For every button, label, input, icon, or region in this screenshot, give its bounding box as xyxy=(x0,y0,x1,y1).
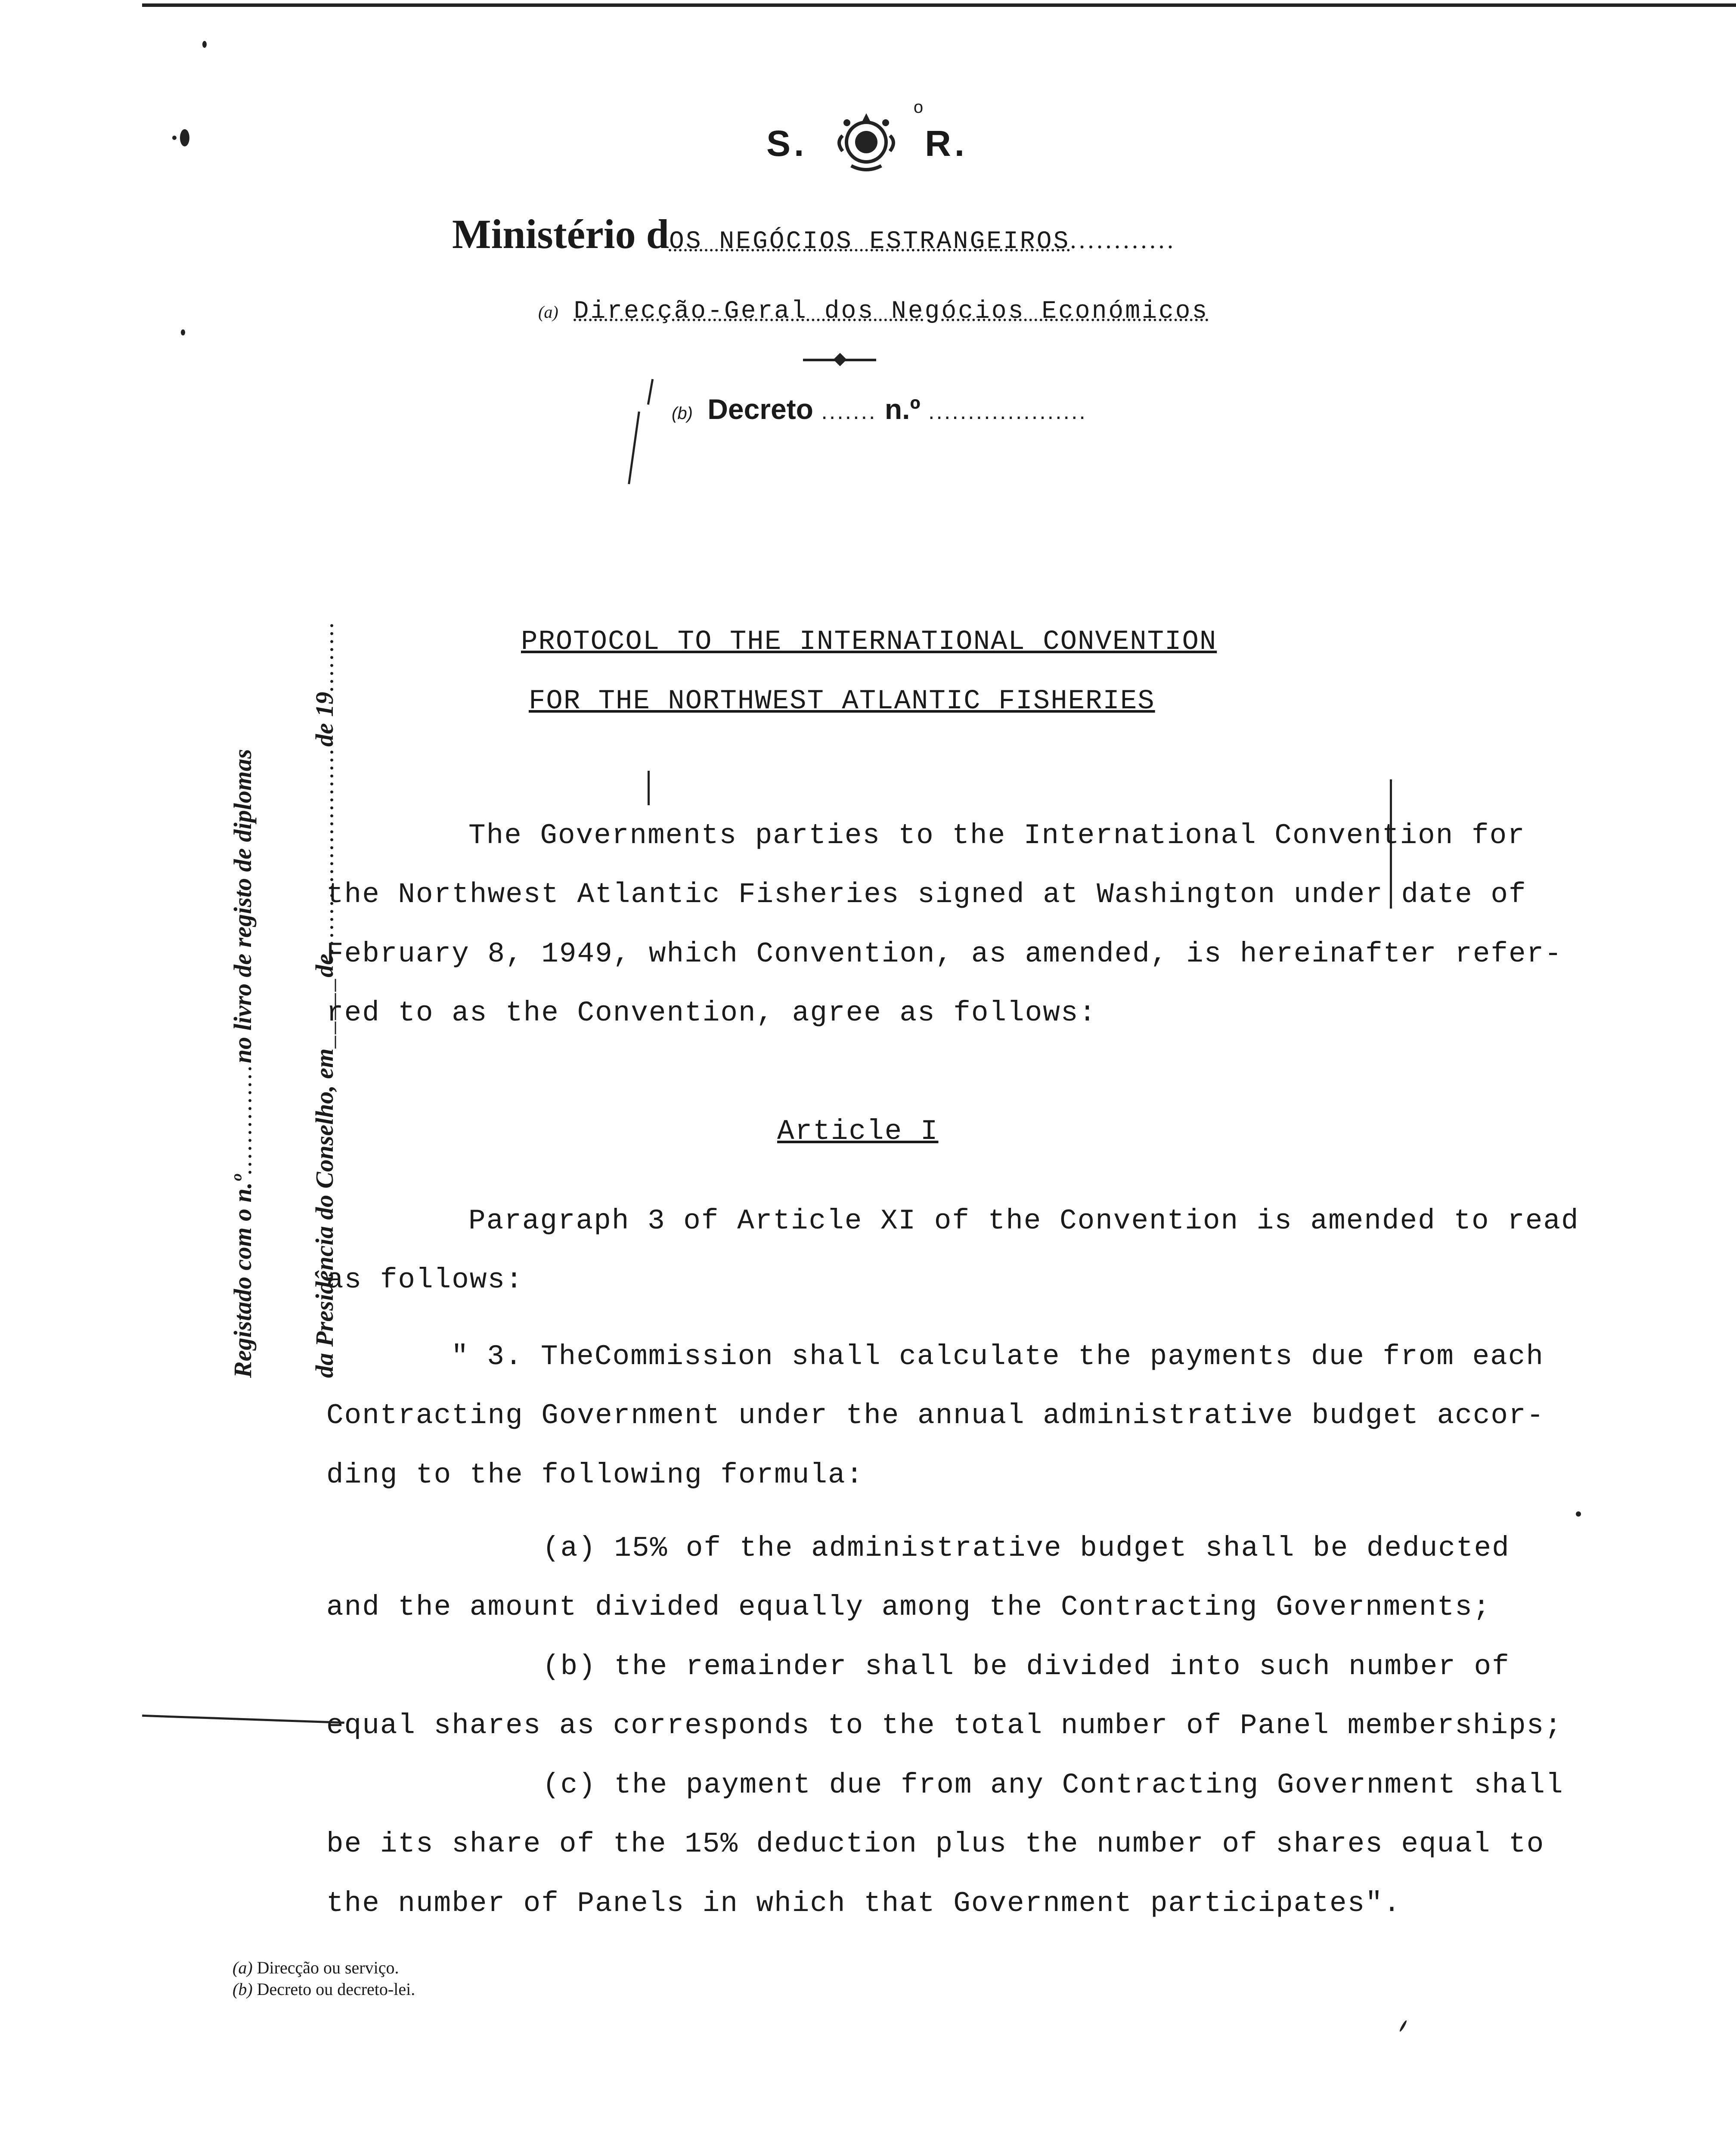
margin-pen-line xyxy=(142,1715,344,1724)
item-c-line-1: (c) the payment due from any Contracting Government shall xyxy=(542,1769,1564,1801)
margin-registration-note-2: da Presidência do Conselho, em_____de..........................de 19......... xyxy=(310,620,338,1378)
letterhead-seal-row xyxy=(766,98,968,183)
article-heading: Article I xyxy=(777,1115,939,1148)
preamble-line-1: The Governments parties to the International Convention for xyxy=(468,819,1525,852)
title-line-1: PROTOCOL TO THE INTERNATIONAL CONVENTION xyxy=(521,627,1217,658)
pen-stroke-title xyxy=(648,771,650,805)
ministry-line: Ministério dOS NEGÓCIOS ESTRANGEIROS............ xyxy=(452,211,1176,257)
ministry-fill: OS NEGÓCIOS ESTRANGEIROS xyxy=(669,228,1070,256)
footnote-b: (b) Decreto ou decreto-lei. xyxy=(232,1979,415,1999)
ministry-prefix: Ministério d xyxy=(452,211,669,257)
margin-note-line1b: no livro de registo de diplomas xyxy=(229,749,257,1064)
letter-r: R. xyxy=(925,123,968,164)
decreto-line: (b) Decreto ....... n.º .................... xyxy=(672,393,1087,425)
margin-note-line1: Registado com o n.º xyxy=(229,1175,257,1378)
scan-speck xyxy=(181,329,185,335)
scan-speck xyxy=(1576,1511,1581,1517)
decreto-mark: (b) xyxy=(672,404,693,423)
separator-diamond xyxy=(833,353,846,366)
margin-note-line2c: de 19 xyxy=(310,692,338,747)
quoted-line-2: Contracting Government under the annual administrative budget accor- xyxy=(326,1399,1545,1432)
preamble-line-4: red to as the Convention, agree as follows: xyxy=(326,997,1097,1029)
letter-s: S. xyxy=(766,123,808,164)
direccao-line xyxy=(538,293,1209,326)
title-line-2: FOR THE NORTHWEST ATLANTIC FISHERIES xyxy=(529,686,1155,717)
scan-speck xyxy=(172,136,177,140)
footnotes xyxy=(232,1957,415,2000)
item-c-line-2: be its share of the 15% deduction plus the number of shares equal to xyxy=(326,1828,1545,1860)
scan-speck xyxy=(202,41,207,48)
scan-speck xyxy=(1399,2020,1407,2032)
top-rule xyxy=(142,3,1736,7)
item-b-line-2: equal shares as corresponds to the total number of Panel memberships; xyxy=(326,1709,1562,1742)
coat-of-arms-icon xyxy=(834,110,899,183)
margin-registration-note: Registado com o n.º..............no livro de registo de diplomas xyxy=(229,749,257,1378)
item-a-line-1: (a) 15% of the administrative budget shall be deducted xyxy=(542,1532,1510,1564)
margin-note-line2b: de xyxy=(310,953,338,977)
paragraph-line-1: Paragraph 3 of Article XI of the Convention is amended to read xyxy=(468,1205,1579,1237)
item-a-line-2: and the amount divided equally among the Contracting Governments; xyxy=(326,1591,1491,1623)
item-c-line-3: the number of Panels in which that Government participates". xyxy=(326,1887,1401,1920)
scan-speck xyxy=(180,129,189,146)
footnote-a: (a) Direcção ou serviço. xyxy=(232,1958,399,1977)
degree-mark: o xyxy=(913,98,927,117)
decreto-label: Decreto xyxy=(707,393,813,425)
pen-stroke-left xyxy=(628,411,640,484)
margin-note-line2: da Presidência do Conselho, em xyxy=(310,1048,338,1378)
direccao-mark: (a) xyxy=(538,302,558,322)
quoted-line-1: " 3. TheCommission shall calculate the payments due from each xyxy=(451,1340,1544,1373)
preamble-line-2: the Northwest Atlantic Fisheries signed at Washington under date of xyxy=(326,878,1527,911)
item-b-line-1: (b) the remainder shall be divided into such number of xyxy=(542,1650,1510,1683)
paragraph-line-2: as follows: xyxy=(326,1264,524,1296)
decreto-number-label: n.º xyxy=(884,393,921,425)
pen-stroke-small xyxy=(647,379,654,405)
quoted-line-3: ding to the following formula: xyxy=(326,1459,864,1491)
direccao-fill: Direcção-Geral dos Negócios Económicos xyxy=(574,298,1209,326)
preamble-line-3: February 8, 1949, which Convention, as amended, is hereinafter refer- xyxy=(326,938,1562,970)
